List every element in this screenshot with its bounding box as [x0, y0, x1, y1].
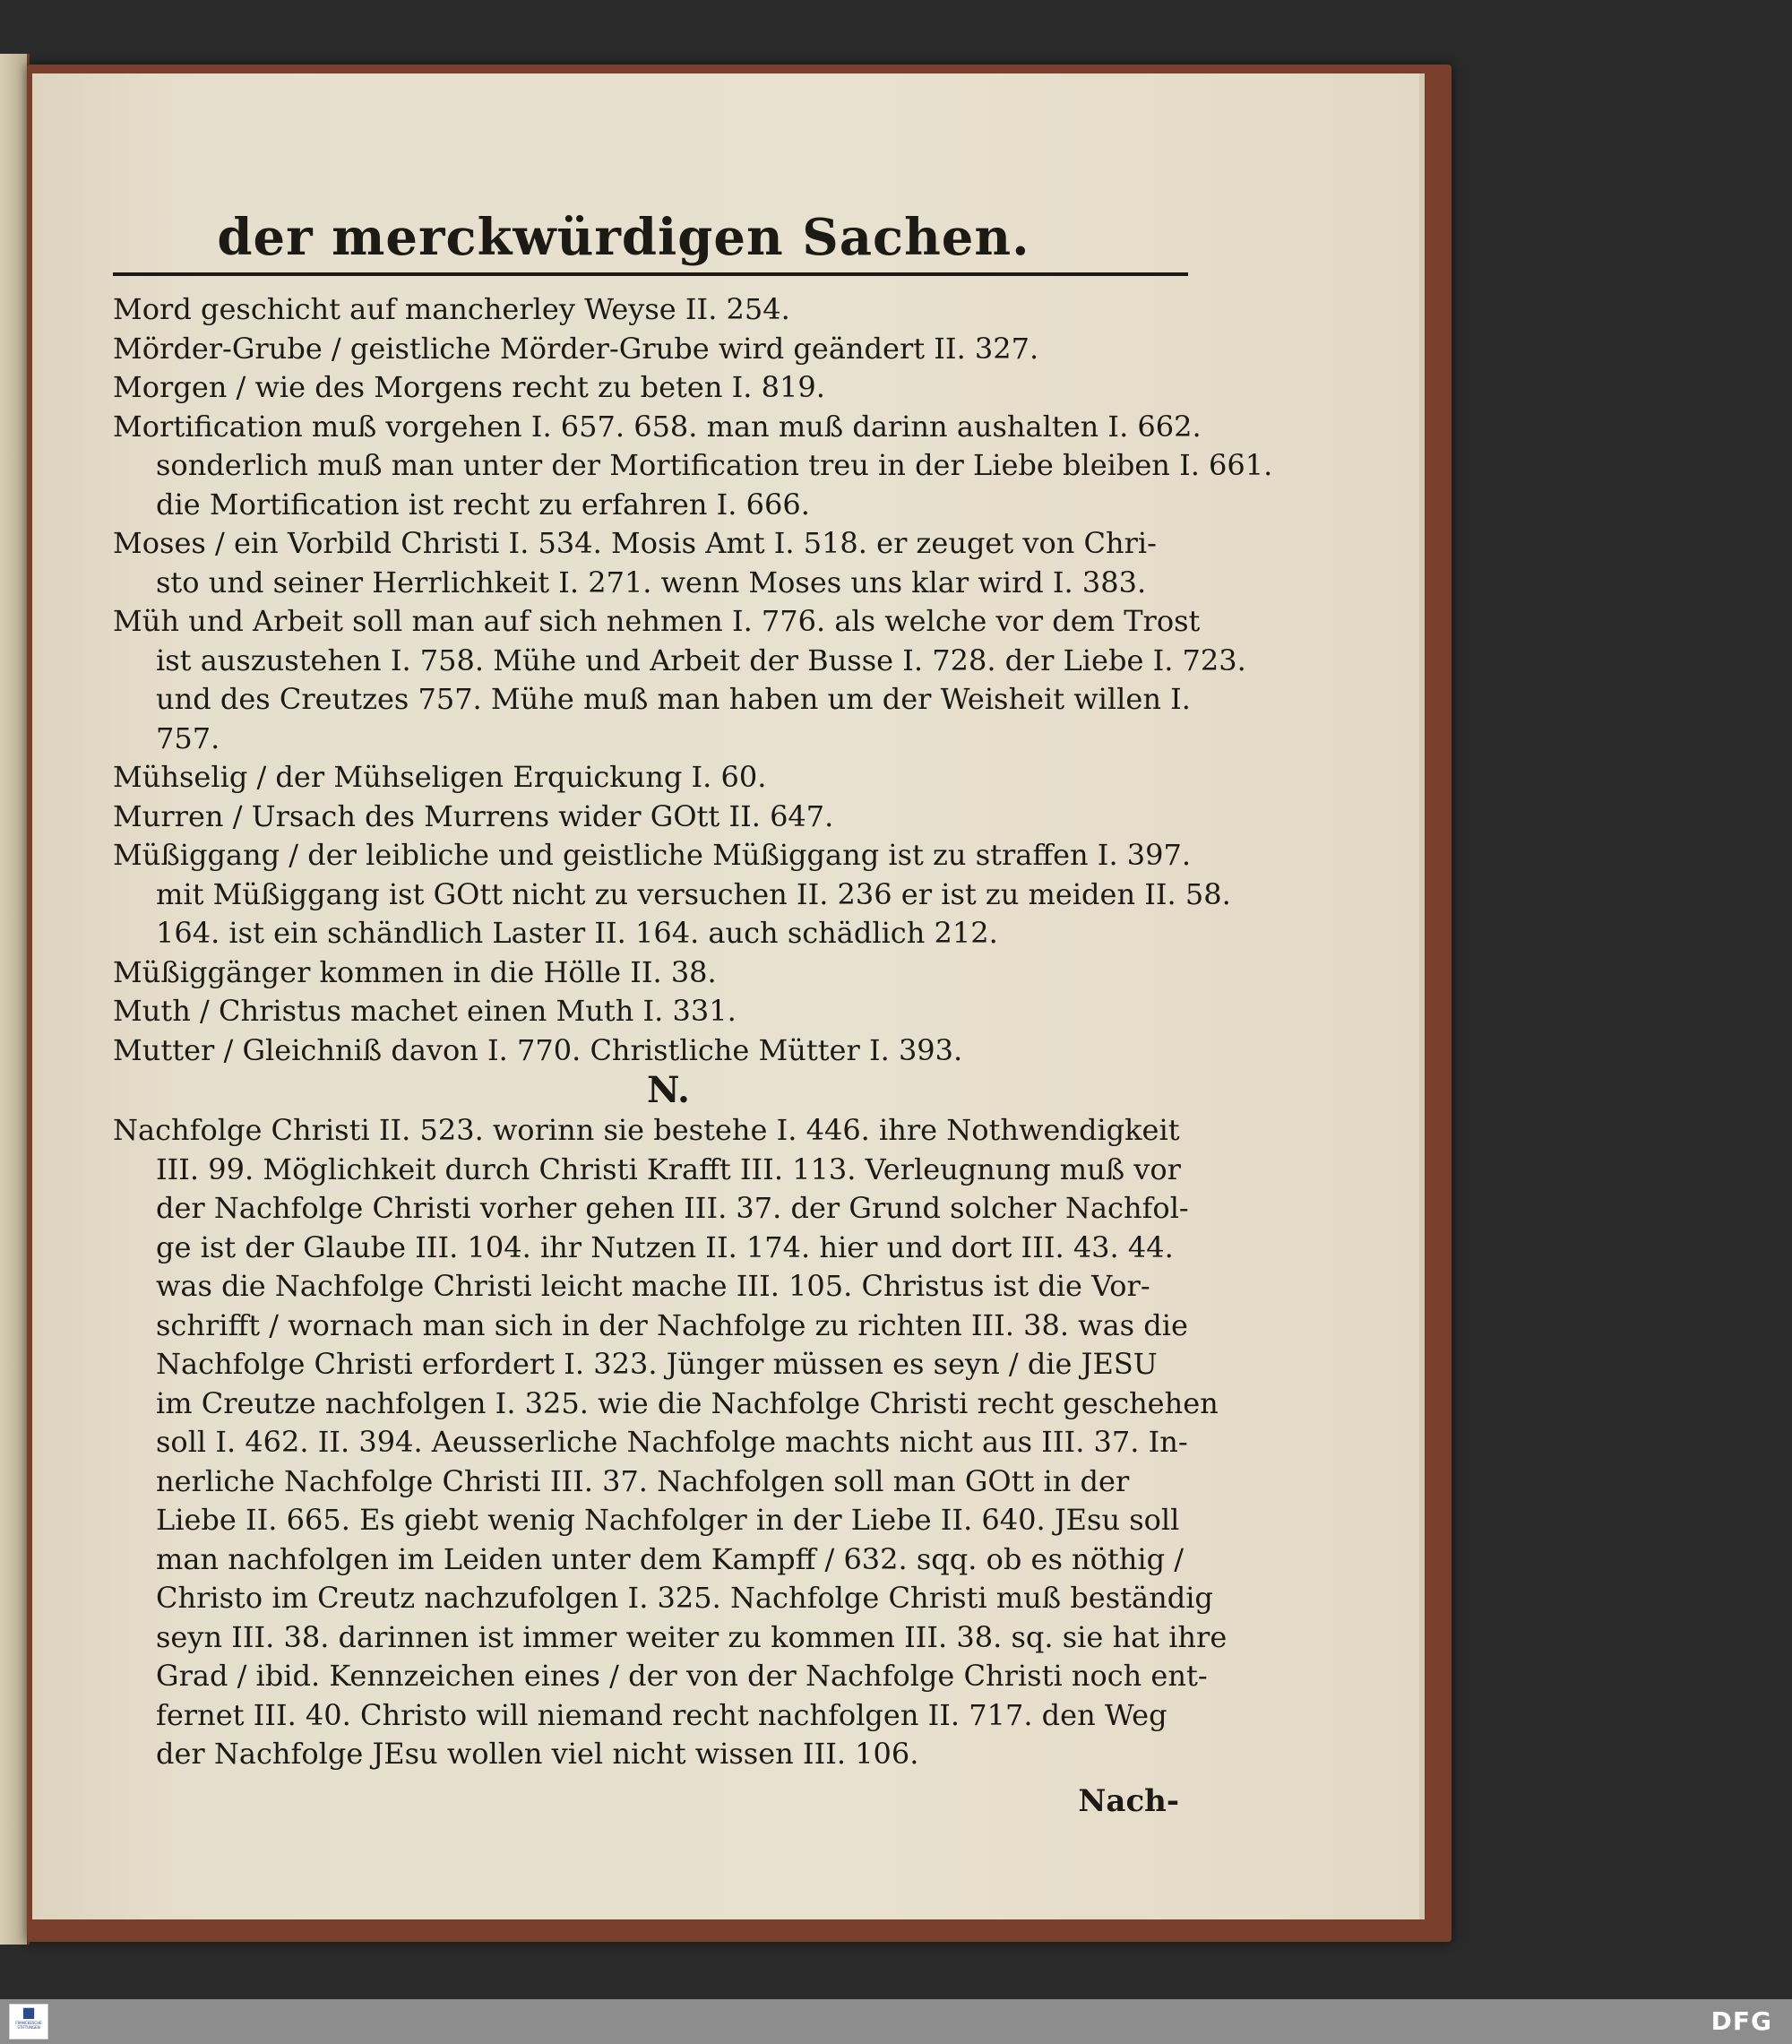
entry-line: Mühselig / der Mühseligen Erquickung I. 60.	[113, 760, 767, 794]
index-entry	[113, 524, 1188, 602]
entry-line: nerliche Nachfolge Christi III. 37. Nachfolgen soll man GOtt in der	[156, 1463, 1130, 1498]
entry-line: man nachfolgen im Leiden unter dem Kampff / 632. sqq. ob es nöthig /	[156, 1541, 1185, 1576]
previous-page-edge	[0, 54, 30, 1945]
entry-line: mit Müßiggang ist GOtt nicht zu versuchen II. 236 er ist zu meiden II. 58.	[156, 876, 1231, 911]
book-page	[32, 73, 1425, 1919]
entry-line: Mutter / Gleichniß davon I. 770. Christliche Mütter I. 393.	[113, 1032, 963, 1067]
entry-line: der Nachfolge JEsu wollen viel nicht wissen III. 106.	[156, 1737, 919, 1771]
dfg-logo: DFG	[1710, 2006, 1772, 2036]
entry-line: sto und seiner Herrlichkeit I. 271. wenn Moses uns klar wird I. 383.	[156, 565, 1147, 599]
entry-line: Moses / ein Vorbild Christi I. 534. Mosis Amt I. 518. er zeuget von Chri-	[113, 526, 1157, 560]
index-entry	[113, 953, 1188, 993]
entry-line: im Creutze nachfolgen I. 325. wie die Nachfolge Christi recht geschehen	[156, 1385, 1219, 1420]
entry-line: schrifft / wornach man sich in der Nachfolge zu richten III. 38. was die	[156, 1307, 1188, 1342]
index-entry	[113, 602, 1246, 758]
index-entry	[113, 992, 1188, 1031]
index-entry	[113, 408, 1273, 525]
index-entry	[113, 1031, 1188, 1071]
entry-line: ist auszustehen I. 758. Mühe und Arbeit der Busse I. 728. der Liebe I. 723.	[156, 643, 1246, 677]
entry-line: was die Nachfolge Christi leicht mache III. 105. Christus ist die Vor-	[156, 1269, 1150, 1303]
entry-line: III. 99. Möglichkeit durch Christi Krafft III. 113. Verleugnung muß vor	[156, 1151, 1181, 1186]
index-entries-n	[113, 1111, 1228, 1774]
section-letter: N.	[647, 1069, 690, 1111]
entry-line: Mortification muß vorgehen I. 657. 658. man muß darinn aushalten I. 662.	[113, 409, 1202, 444]
entry-line: 757.	[156, 720, 220, 755]
entry-line: ge ist der Glaube III. 104. ihr Nutzen II. 174. hier und dort III. 43. 44.	[156, 1229, 1174, 1264]
entry-line: Liebe II. 665. Es giebt wenig Nachfolger in der Liebe II. 640. JEsu soll	[156, 1503, 1180, 1537]
entry-line: Nachfolge Christi II. 523. worinn sie bestehe I. 446. ihre Nothwendigkeit	[113, 1113, 1180, 1147]
entry-line: und des Creutzes 757. Mühe muß man haben um der Weisheit willen I.	[156, 682, 1191, 716]
index-entry	[113, 1111, 1228, 1774]
index-entry	[113, 290, 1188, 330]
header-rule	[113, 272, 1188, 276]
entry-line: die Mortification ist recht zu erfahren I. 666.	[156, 487, 810, 522]
logo-text: FRANCKESCHE STIFTUNGEN	[15, 2021, 42, 2030]
entry-line: fernet III. 40. Christo will niemand recht nachfolgen II. 717. den Weg	[156, 1697, 1167, 1732]
index-entry	[113, 368, 1188, 408]
catchword: Nach-	[1078, 1782, 1179, 1819]
entry-line: Müh und Arbeit soll man auf sich nehmen I. 776. als welche vor dem Trost	[113, 604, 1201, 638]
logo-mark-icon: ■	[22, 2004, 36, 2021]
entry-line: Morgen / wie des Morgens recht zu beten I. 819.	[113, 370, 825, 404]
entry-line: Murren / Ursach des Murrens wider GOtt II. 647.	[113, 798, 834, 833]
entry-line: Christo im Creutz nachzufolgen I. 325. Nachfolge Christi muß beständig	[156, 1581, 1213, 1615]
viewer-footer-bar	[0, 1999, 1792, 2044]
entry-line: sonderlich muß man unter der Mortification treu in der Liebe bleiben I. 661.	[156, 448, 1273, 482]
entry-line: seyn III. 38. darinnen ist immer weiter zu kommen III. 38. sq. sie hat ihre	[156, 1619, 1228, 1654]
index-entry	[113, 330, 1188, 369]
entry-line: der Nachfolge Christi vorher gehen III. 37. der Grund solcher Nachfol-	[156, 1191, 1189, 1225]
index-entry	[113, 758, 1188, 798]
entry-line: soll I. 462. II. 394. Aeusserliche Nachfolge machts nicht aus III. 37. In-	[156, 1425, 1188, 1459]
index-entry	[113, 836, 1231, 953]
entry-line: Nachfolge Christi erfordert I. 323. Jünger müssen es seyn / die JESU	[156, 1347, 1158, 1381]
index-entry	[113, 798, 1188, 837]
page-header-title: der merckwürdigen Sachen.	[217, 208, 1030, 267]
entry-line: Muth / Christus machet einen Muth I. 331.	[113, 994, 737, 1028]
entry-line: Grad / ibid. Kennzeichen eines / der von der Nachfolge Christi noch ent-	[156, 1659, 1208, 1693]
entry-line: Müßiggang / der leibliche und geistliche Müßiggang ist zu straffen I. 397.	[113, 838, 1192, 872]
institution-logo	[9, 2004, 48, 2040]
entry-line: Müßiggänger kommen in die Hölle II. 38.	[113, 954, 717, 989]
entry-line: 164. ist ein schändlich Laster II. 164. auch schädlich 212.	[156, 916, 998, 950]
entry-line: Mörder-Grube / geistliche Mörder-Grube wird geändert II. 327.	[113, 331, 1039, 366]
index-text	[113, 208, 1273, 1819]
index-entries-m	[113, 290, 1273, 1070]
entry-line: Mord geschicht auf mancherley Weyse II. 254.	[113, 292, 790, 326]
